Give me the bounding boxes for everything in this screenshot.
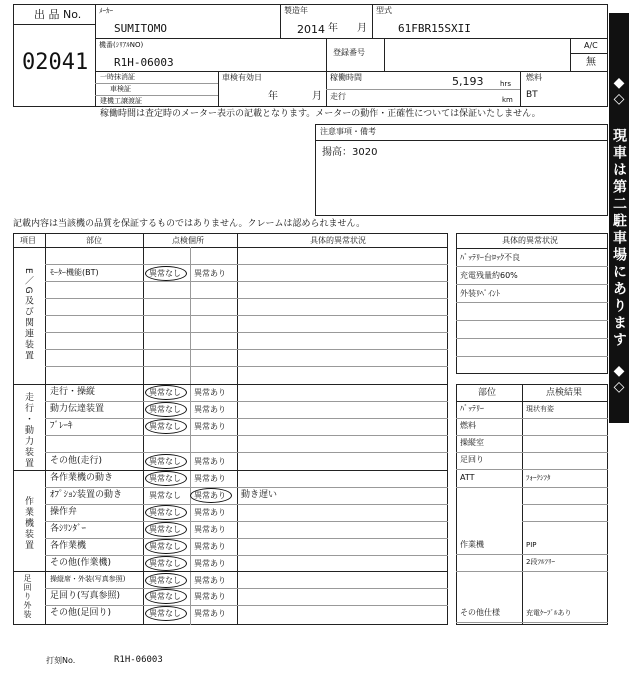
item-no-label: 出 品 No.: [34, 8, 82, 21]
remarks-box: [315, 124, 608, 216]
status-circle: [190, 488, 232, 503]
year-value: 2014: [297, 23, 325, 36]
part-power: 動力伝達装置: [50, 404, 105, 414]
section-drive-label: 走行・動力装置: [23, 392, 33, 469]
status-circle: [145, 419, 187, 434]
part-drive: 走行・操縦: [50, 387, 96, 397]
ac-label: A/C: [584, 41, 598, 50]
header-detail: 具体的異常状況: [310, 236, 366, 245]
result-part: 操縦室: [460, 438, 484, 447]
status-ng: 異常あり: [194, 609, 226, 618]
year-label: 製造年: [284, 6, 308, 15]
status-ok: 異常なし: [149, 491, 181, 500]
disclaimer: 記載内容は当該機の品質を保証するものではありません。クレームは認められません。: [13, 219, 366, 229]
status-ng: 異常あり: [194, 422, 226, 431]
header-item: 項目: [20, 236, 36, 245]
status-ok: 異常なし: [149, 422, 181, 431]
part-motor: ﾓｰﾀｰ機能(BT): [50, 268, 99, 277]
result-part: 足回り: [460, 455, 484, 464]
year-unit: 年: [328, 23, 338, 34]
part-cab: 操縦席・外装(写真参照): [50, 575, 126, 583]
status-ng: 異常あり: [194, 491, 226, 500]
model-value: 61FBR15SXII: [398, 22, 471, 35]
status-circle: [145, 573, 187, 588]
status-circle: [145, 522, 187, 537]
result-part: ﾊﾞｯﾃﾘｰ: [460, 404, 484, 413]
results-part-header: 部位: [478, 388, 497, 398]
header-check: 点検個所: [172, 236, 204, 245]
status-ng: 異常あり: [194, 592, 226, 601]
maker-label: ﾒｰｶｰ: [99, 7, 113, 15]
header-box: [13, 4, 608, 107]
status-ng: 異常あり: [194, 405, 226, 414]
reg-label: 登録番号: [333, 48, 365, 57]
banner-text: 現車は第二駐車場にあります: [611, 127, 627, 349]
status-ng: 異常あり: [194, 525, 226, 534]
fuel-label: 燃料: [526, 73, 542, 82]
result-part: 燃料: [460, 421, 476, 430]
month-unit: 月: [357, 23, 367, 34]
status-ng: 異常あり: [194, 457, 226, 466]
option-detail: 動き遅い: [241, 490, 278, 500]
status-ng: 異常あり: [194, 388, 226, 397]
result-value: 現状有姿: [526, 405, 554, 413]
banner-bottom-mark: ◆◇: [611, 363, 627, 395]
travel-label: 走行: [330, 92, 346, 101]
status-circle: [145, 556, 187, 571]
remarks-label: 注意事項・備考: [320, 127, 376, 136]
status-ng: 異常あり: [194, 474, 226, 483]
status-ok: 異常なし: [149, 269, 181, 278]
status-ok: 異常なし: [149, 525, 181, 534]
km-unit: km: [502, 96, 513, 104]
status-circle: [145, 454, 187, 469]
status-circle: [145, 589, 187, 604]
hours-unit: hrs: [500, 80, 511, 88]
item-no: 02041: [22, 50, 89, 75]
status-ok: 異常なし: [149, 576, 181, 585]
result-value: 2段ﾌﾙﾌﾘｰ: [526, 558, 555, 566]
result-value: ﾌｫｰｸｼﾌﾀ: [526, 474, 551, 482]
side-banner: [609, 13, 629, 423]
hours-label: 稼働時間: [330, 73, 362, 82]
section-engine-label: E／G及び関連装置: [23, 268, 33, 362]
fuel-value: BT: [526, 90, 538, 100]
status-circle: [145, 471, 187, 486]
status-ok: 異常なし: [149, 609, 181, 618]
issues-header: 具体的異常状況: [502, 236, 558, 245]
status-ng: 異常あり: [194, 576, 226, 585]
status-circle: [145, 606, 187, 621]
issue-2: 充電残量約60%: [460, 271, 518, 280]
status-ng: 異常あり: [194, 269, 226, 278]
results-result-header: 点検結果: [546, 388, 583, 398]
inspection-label: 車検有効日: [222, 73, 262, 82]
part-foot: 足回り(写真参照): [50, 591, 121, 601]
status-circle: [145, 402, 187, 417]
part-brake: ﾌﾞﾚｰｷ: [50, 421, 73, 431]
ac-value: 無: [586, 57, 596, 68]
insp-month: 月: [312, 91, 322, 102]
part-foot-other: その他(足回り): [50, 608, 112, 618]
maker-value: SUMITOMO: [114, 22, 167, 35]
model-label: 型式: [376, 6, 392, 15]
status-ok: 異常なし: [149, 559, 181, 568]
result-value: PIP: [526, 541, 537, 549]
result-part: その他仕様: [460, 608, 500, 617]
stamp-value: R1H-06003: [114, 655, 163, 665]
status-circle: [145, 539, 187, 554]
status-ng: 異常あり: [194, 559, 226, 568]
status-ng: 異常あり: [194, 542, 226, 551]
part-work: 各作業機: [50, 541, 87, 551]
remarks-text: 揚高：3020: [322, 147, 378, 158]
status-ok: 異常なし: [149, 388, 181, 397]
part-valve: 操作弁: [50, 507, 78, 517]
hours-note: 稼働時間は査定時のメーター表示の記載となります。メーターの動作・正確性については保証いたしません。: [100, 109, 541, 119]
serial-value: R1H-06003: [114, 56, 174, 69]
result-part: ATT: [460, 473, 475, 482]
status-ok: 異常なし: [149, 592, 181, 601]
stamp-label: 打刻No.: [46, 656, 76, 665]
header-part: 部位: [86, 236, 102, 245]
status-circle: [145, 266, 187, 281]
result-part: 作業機: [460, 540, 484, 549]
banner-top-mark: ◆◇: [611, 75, 627, 107]
part-drive-other: その他(走行): [50, 456, 103, 466]
status-ok: 異常なし: [149, 508, 181, 517]
status-ok: 異常なし: [149, 457, 181, 466]
insp-year: 年: [268, 91, 278, 102]
part-option: ｵﾌﾟｼｮﾝ装置の動き: [50, 490, 123, 500]
status-ok: 異常なし: [149, 542, 181, 551]
status-ok: 異常なし: [149, 474, 181, 483]
status-ng: 異常あり: [194, 508, 226, 517]
machine-cert-label: 建機工譲渡証: [100, 97, 142, 105]
part-cylinder: 各ｼﾘﾝﾀﾞｰ: [50, 524, 87, 534]
status-ok: 異常なし: [149, 405, 181, 414]
section-foot-label: 足回り外装: [23, 574, 32, 619]
part-work-other: その他(作業機): [50, 558, 112, 568]
result-value: 充電ｹｰﾌﾞﾙあり: [526, 609, 572, 617]
status-circle: [145, 505, 187, 520]
part-work-motion: 各作業機の動き: [50, 473, 114, 483]
hours-value: 5,193: [452, 75, 484, 88]
issue-3: 外装ﾘﾍﾟｲﾝﾄ: [460, 289, 500, 298]
status-circle: [145, 385, 187, 400]
serial-label: 機番(ｼﾘｱﾙNO): [99, 41, 144, 49]
issue-1: ﾊﾞｯﾃﾘｰ台ﾛｯｸ不良: [460, 253, 520, 262]
vehicle-cert-label: 車検証: [110, 85, 131, 93]
section-work-label: 作業機装置: [23, 496, 33, 551]
temp-cert-label: 一時抹消証: [100, 73, 135, 81]
